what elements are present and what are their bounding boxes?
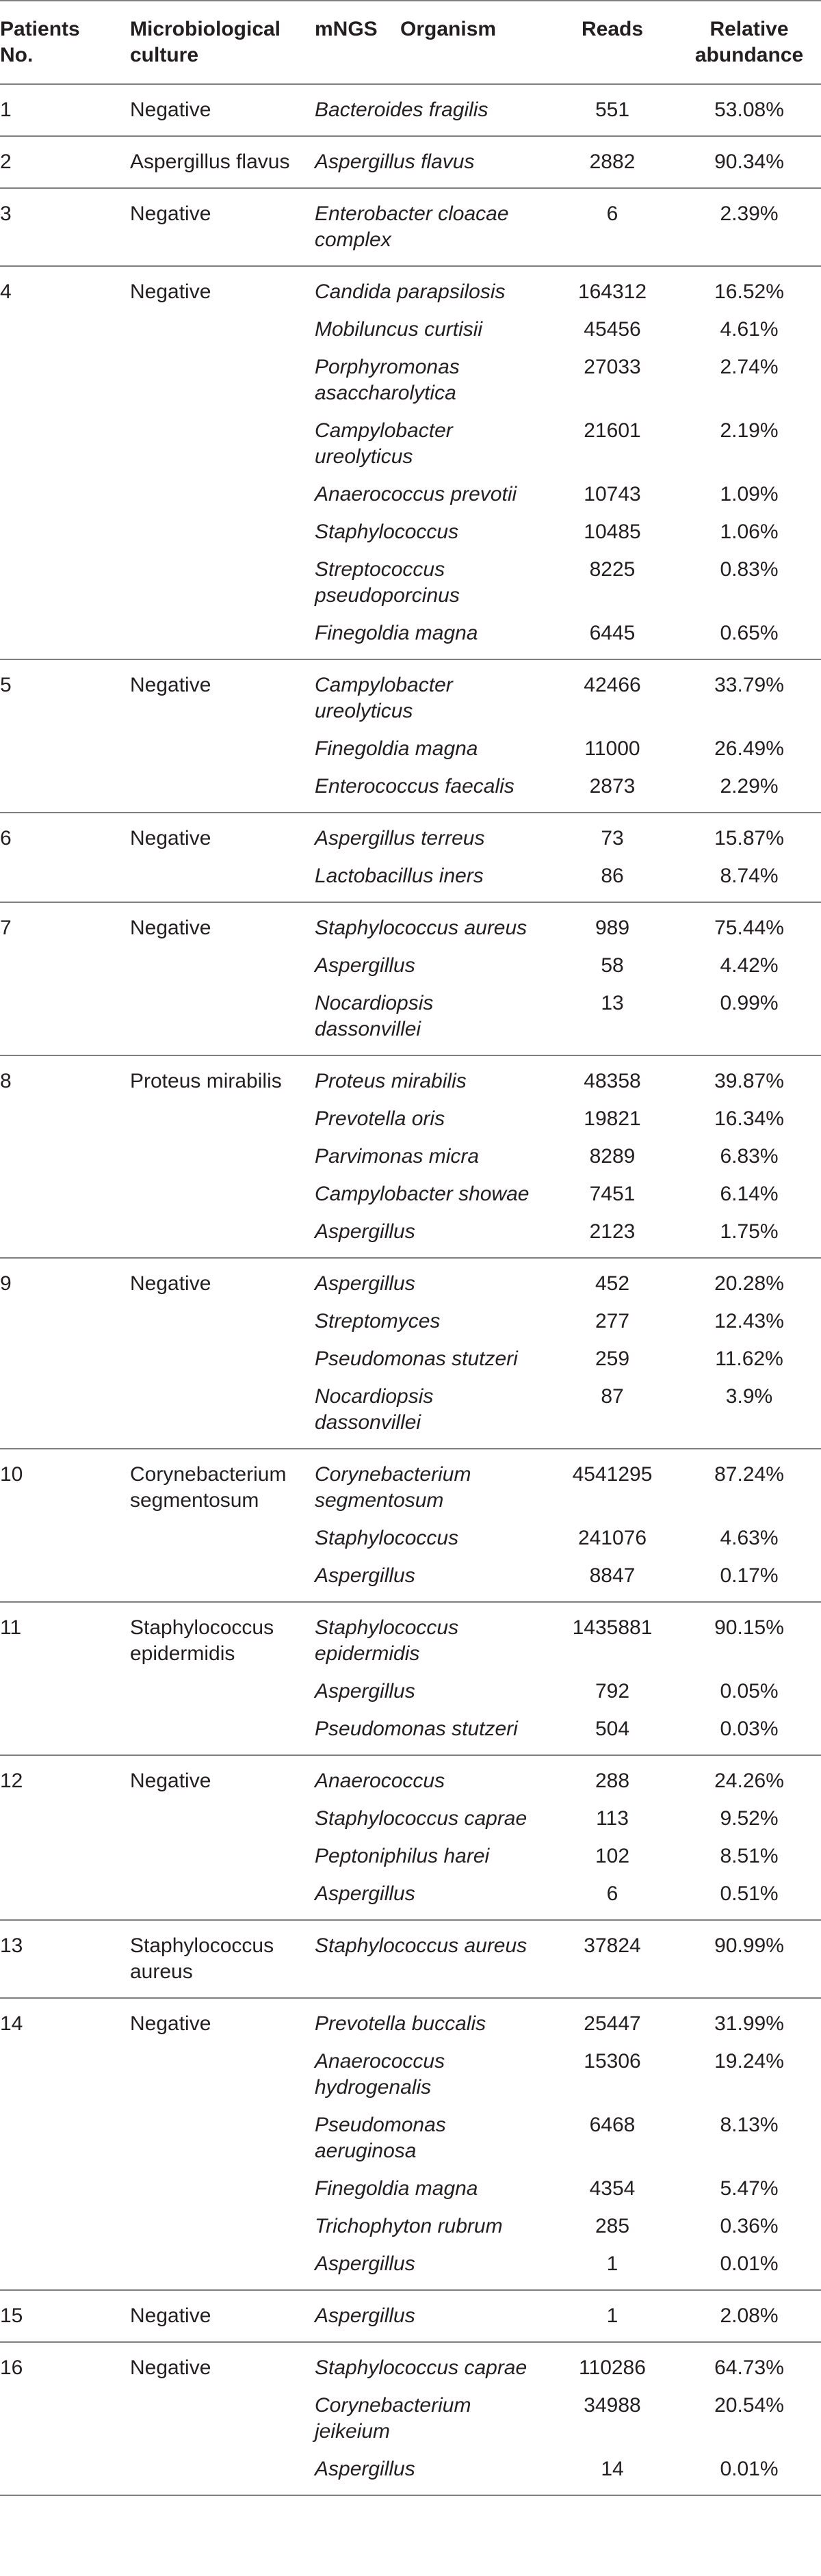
organism-name: Proteus mirabilis [315,1070,467,1092]
organism-name: Trichophyton rubrum [315,2215,503,2237]
abundance-value: 16.52% [714,280,784,303]
patient-group [0,1056,821,1259]
abundance-value: 4.63% [720,1527,779,1549]
culture-result: Corynebacterium segmentosum [130,1463,287,1512]
organism-name: Staphylococcus caprae [315,1807,527,1830]
culture-result: Negative [130,2012,211,2035]
abundance-value: 1.75% [720,1220,779,1243]
reads-value: 241076 [577,1527,647,1549]
abundance-value: 8.74% [720,865,779,887]
abundance-value: 9.52% [720,1807,779,1830]
reads-value: 6 [606,1882,618,1905]
organism-name: Parvimonas micra [315,1145,480,1168]
abundance-value: 1.09% [720,483,779,505]
abundance-value: 11.62% [715,1348,783,1370]
culture-result: Negative [130,98,211,121]
patient-number: 4 [0,280,12,303]
abundance-value: 0.36% [720,2215,779,2237]
abundance-value: 2.19% [720,419,779,442]
culture-result: Staphylococcus aureus [130,1934,274,1983]
patient-group [0,137,821,189]
organism-name: Nocardiopsis dassonvillei [315,1385,434,1434]
abundance-value: 15.87% [714,827,784,850]
abundance-value: 33.79% [714,674,784,696]
abundance-value: 90.99% [714,1934,784,1957]
reads-value: 6445 [589,622,636,644]
abundance-value: 0.83% [720,558,779,581]
header-organism-text: mNGS Organism [315,18,497,40]
abundance-value: 1.06% [720,521,779,543]
organism-name: Peptoniphilus harei [315,1845,490,1867]
abundance-value: 0.65% [720,622,779,644]
reads-value: 259 [595,1348,630,1370]
patient-number: 5 [0,674,12,696]
reads-value: 8289 [589,1145,636,1168]
patient-number: 8 [0,1070,12,1092]
organism-name: Staphylococcus [315,1527,459,1549]
abundance-value: 3.9% [725,1385,773,1408]
abundance-value: 20.54% [714,2394,784,2417]
organism-name: Anaerococcus prevotii [315,483,517,505]
culture-result: Negative [130,1272,211,1295]
header-reads [561,16,664,42]
reads-value: 13 [601,992,624,1014]
reads-value: 1 [606,2252,618,2275]
reads-value: 4354 [589,2177,636,2200]
organism-name: Mobiluncus curtisii [315,318,483,341]
abundance-value: 87.24% [714,1463,784,1486]
reads-value: 113 [596,1807,629,1830]
organism-name: Aspergillus [315,1882,415,1905]
organism-name: Porphyromonas asaccharolytica [315,356,460,404]
organism-name: Bacteroides fragilis [315,98,488,121]
abundance-value: 6.14% [720,1183,779,1205]
organism-name: Enterococcus faecalis [315,775,514,798]
organism-name: Prevotella oris [315,1107,445,1130]
abundance-value: 6.83% [720,1145,779,1168]
abundance-value: 24.26% [714,1770,784,1792]
organism-name: Nocardiopsis dassonvillei [315,992,434,1040]
organism-name: Aspergillus flavus [315,150,475,173]
organism-name: Staphylococcus [315,521,459,543]
header-culture [130,16,281,68]
abundance-value: 4.61% [720,318,779,341]
abundance-value: 12.43% [714,1310,784,1332]
organism-name: Streptococcus pseudoporcinus [315,558,460,607]
abundance-value: 53.08% [714,98,784,121]
culture-result: Negative [130,827,211,850]
header-patients-text: Patients No. [0,18,80,66]
header-abundance [677,16,821,68]
reads-value: 1 [606,2304,618,2327]
abundance-value: 2.74% [720,356,779,378]
reads-value: 288 [595,1770,630,1792]
organism-name: Corynebacterium jeikeium [315,2394,471,2443]
patient-group [0,85,821,137]
organism-name: Campylobacter ureolyticus [315,419,453,468]
abundance-value: 0.01% [720,2252,779,2275]
patient-group [0,1756,821,1921]
patient-number: 13 [0,1934,23,1957]
organism-name: Lactobacillus iners [315,865,484,887]
reads-value: 452 [595,1272,630,1295]
patient-number: 12 [0,1770,23,1792]
organism-name: Finegoldia magna [315,622,478,644]
reads-value: 11000 [584,737,640,760]
abundance-value: 0.05% [720,1680,779,1703]
patient-group [0,1999,821,2291]
patient-number: 1 [0,98,12,121]
patient-group [0,813,821,903]
patient-group [0,1259,821,1449]
abundance-value: 4.42% [720,954,779,977]
culture-result: Negative [130,2356,211,2379]
organism-name: Anaerococcus hydrogenalis [315,2050,445,2099]
abundance-value: 39.87% [714,1070,784,1092]
organism-name: Anaerococcus [315,1770,445,1792]
organism-name: Aspergillus [315,1220,415,1243]
abundance-value: 0.99% [720,992,779,1014]
patient-group [0,2291,821,2343]
abundance-value: 19.24% [714,2050,784,2073]
reads-value: 15306 [584,2050,641,2073]
organism-name: Staphylococcus epidermidis [315,1616,459,1665]
abundance-value: 8.13% [720,2114,779,2136]
organism-name: Aspergillus [315,2458,415,2480]
abundance-value: 2.08% [720,2304,779,2327]
reads-value: 42466 [584,674,641,696]
patient-group [0,660,821,813]
reads-value: 58 [601,954,624,977]
reads-value: 21601 [584,419,641,442]
table-body [0,85,821,2496]
table-header [0,0,821,85]
organism-name: Campylobacter showae [315,1183,530,1205]
culture-result: Negative [130,202,211,225]
patient-number: 11 [0,1616,22,1639]
reads-value: 6 [606,202,618,225]
organism-name: Finegoldia magna [315,737,478,760]
reads-value: 4541295 [572,1463,653,1486]
patient-group [0,2343,821,2496]
reads-value: 1435881 [572,1616,653,1639]
culture-result: Negative [130,1770,211,1792]
reads-value: 285 [595,2215,630,2237]
organism-name: Aspergillus terreus [315,827,485,850]
reads-value: 110286 [579,2356,646,2379]
reads-value: 87 [601,1385,624,1408]
header-abundance-text: Relative abundance [694,18,804,66]
reads-value: 8225 [589,558,636,581]
reads-value: 48358 [584,1070,641,1092]
patient-group [0,1449,821,1603]
abundance-value: 26.49% [714,737,784,760]
reads-value: 10485 [584,521,641,543]
reads-value: 14 [601,2458,624,2480]
organism-name: Enterobacter cloacae complex [315,202,509,251]
abundance-value: 0.01% [720,2458,779,2480]
culture-result: Aspergillus flavus [130,150,290,173]
culture-result: Proteus mirabilis [130,1070,282,1092]
patient-number: 10 [0,1463,23,1486]
patient-number: 2 [0,150,12,173]
patient-number: 15 [0,2304,23,2327]
organism-name: Aspergillus [315,954,415,977]
reads-value: 2873 [589,775,636,798]
reads-value: 10743 [584,483,641,505]
organism-name: Aspergillus [315,2252,415,2275]
abundance-value: 0.51% [720,1882,779,1905]
abundance-value: 2.39% [720,202,779,225]
culture-result: Staphylococcus epidermidis [130,1616,274,1665]
patient-group [0,903,821,1056]
reads-value: 86 [601,865,624,887]
patient-group [0,1603,821,1756]
patient-number: 9 [0,1272,12,1295]
organism-name: Aspergillus [315,2304,415,2327]
reads-value: 504 [595,1718,630,1740]
reads-value: 7451 [589,1183,636,1205]
reads-value: 45456 [584,318,641,341]
abundance-value: 0.17% [720,1564,779,1587]
organism-name: Staphylococcus aureus [315,1934,527,1957]
header-organism [315,16,496,42]
culture-result: Negative [130,2304,211,2327]
organism-name: Campylobacter ureolyticus [315,674,453,722]
reads-value: 989 [595,917,630,939]
reads-value: 73 [601,827,624,850]
reads-value: 2123 [589,1220,636,1243]
organism-name: Aspergillus [315,1272,415,1295]
header-culture-text: Microbiological culture [130,18,281,66]
patient-group [0,189,821,267]
culture-result: Negative [130,674,211,696]
reads-value: 2882 [589,150,636,173]
abundance-value: 8.51% [720,1845,779,1867]
patient-number: 16 [0,2356,23,2379]
abundance-value: 2.29% [720,775,779,798]
reads-value: 102 [595,1845,630,1867]
reads-value: 27033 [584,356,641,378]
organism-name: Pseudomonas stutzeri [315,1718,518,1740]
reads-value: 25447 [584,2012,641,2035]
patient-number: 6 [0,827,12,850]
culture-result: Negative [130,917,211,939]
reads-value: 792 [595,1680,630,1703]
organism-name: Staphylococcus caprae [315,2356,527,2379]
organism-name: Corynebacterium segmentosum [315,1463,471,1512]
reads-value: 551 [595,98,630,121]
abundance-value: 5.47% [720,2177,779,2200]
organism-name: Staphylococcus aureus [315,917,527,939]
reads-value: 37824 [584,1934,641,1957]
patient-number: 7 [0,917,12,939]
organism-name: Pseudomonas stutzeri [315,1348,518,1370]
reads-value: 6468 [589,2114,636,2136]
reads-value: 164312 [577,280,647,303]
organism-name: Streptomyces [315,1310,441,1332]
reads-value: 19821 [584,1107,641,1130]
reads-value: 34988 [584,2394,641,2417]
abundance-value: 31.99% [714,2012,784,2035]
abundance-value: 16.34% [714,1107,784,1130]
patient-group [0,1921,821,1999]
abundance-value: 0.03% [720,1718,779,1740]
reads-value: 8847 [589,1564,636,1587]
abundance-value: 90.15% [714,1616,784,1639]
organism-name: Candida parapsilosis [315,280,506,303]
reads-value: 277 [595,1310,630,1332]
organism-name: Pseudomonas aeruginosa [315,2114,446,2162]
abundance-value: 90.34% [714,150,784,173]
header-patients [0,16,80,68]
abundance-value: 64.73% [714,2356,784,2379]
organism-name: Finegoldia magna [315,2177,478,2200]
culture-result: Negative [130,280,211,303]
organism-name: Prevotella buccalis [315,2012,486,2035]
abundance-value: 75.44% [714,917,784,939]
abundance-value: 20.28% [714,1272,784,1295]
patient-number: 3 [0,202,12,225]
patient-group [0,267,821,660]
patient-number: 14 [0,2012,23,2035]
organism-name: Aspergillus [315,1680,415,1703]
header-reads-text: Reads [581,18,644,40]
organism-name: Aspergillus [315,1564,415,1587]
